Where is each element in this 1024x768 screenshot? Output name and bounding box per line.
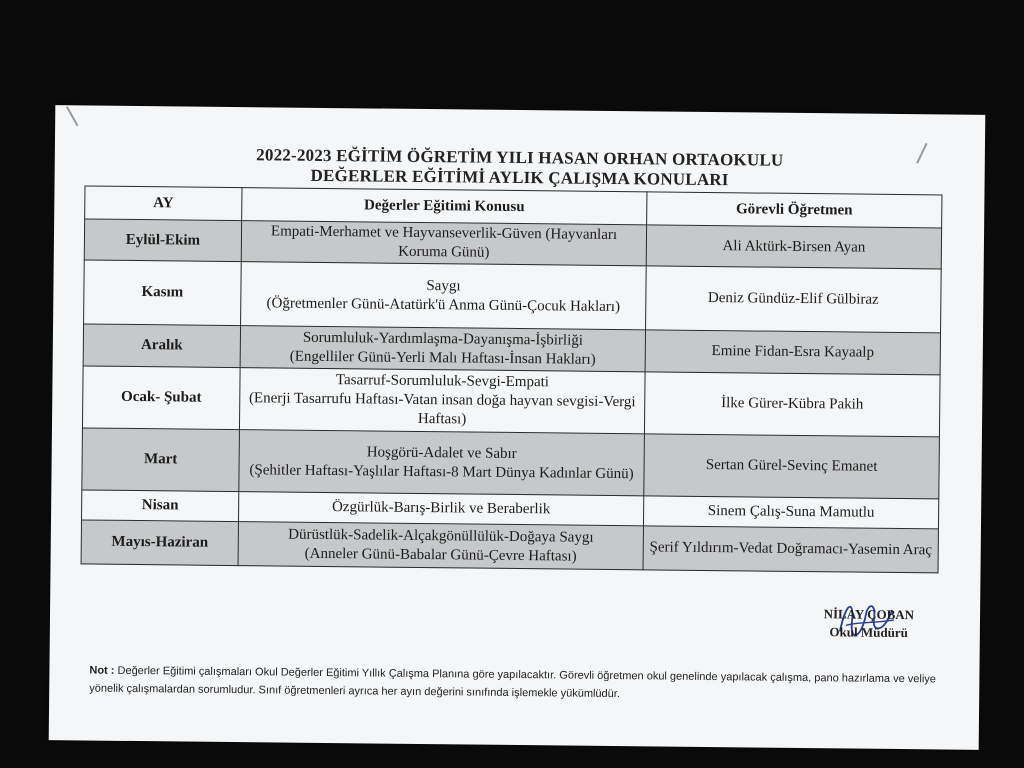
row-month: Eylül-Ekim [84,219,241,262]
row-teachers: Sertan Gürel-Sevinç Emanet [644,434,940,499]
row-topic: Saygı (Öğretmenler Günü-Atatürk'ü Anma Günü-Çocuk Hakları) [241,262,647,330]
row-topic: Hoşgörü-Adalet ve Sabır (Şehitler Haftası-Yaşlılar Haftası-8 Mart Dünya Kadınlar Günü) [239,430,645,496]
row-topic: Dürüstlük-Sadelik-Alçakgönüllülük-Doğaya Saygı (Anneler Günü-Babalar Günü-Çevre Haftası) [238,522,643,570]
row-topic: Sorumluluk-Yardımlaşma-Dayanışma-İşbirliği (Engelliler Günü-Yerli Malı Haftası-İnsan Hakları) [240,326,645,372]
header-teachers: Görevli Öğretmen [647,192,942,228]
row-month: Aralık [83,324,240,368]
row-month: Ocak- Şubat [82,366,240,430]
row-topic: Empati-Merhamet ve Hayvanseverlik-Güven (Hayvanları Koruma Günü) [241,221,646,266]
note-text: Değerler Eğitimi çalışmaları Okul Değerler Eğitimi Yıllık Çalışma Planına göre yapılacaktır. Görevli öğretmen okul genelinde yapılacak çalışma, pano hazırlama ve veliye yönelik çalışmalardan sorumludur. Sınıf öğretmenleri ayrıca her ayın değerini sınıfında işlemekle yükümlüdür. [89,664,936,701]
signatory-name: NİLAY ÇOBAN [823,606,915,623]
monthly-topics-table [81,185,943,573]
signatory-title: Okul Müdürü [829,624,908,641]
row-teachers: İlke Gürer-Kübra Pakih [644,372,940,437]
table-row [82,428,940,499]
row-teachers: Emine Fidan-Esra Kayaalp [645,330,940,375]
note-label: Not : [89,664,115,677]
row-month: Kasım [84,260,242,326]
row-teachers: Şerif Yıldırım-Vedat Doğramacı-Yasemin Araç [643,526,938,573]
row-month: Nisan [82,490,239,522]
signature-block [823,605,914,642]
staple-left [66,106,79,126]
table-row [81,520,938,573]
header-month: AY [85,186,242,221]
row-month: Mayıs-Haziran [81,520,238,566]
row-teachers: Sinem Çalış-Suna Mamutlu [643,496,938,529]
table-row [84,260,942,333]
footnote [89,662,949,707]
row-teachers: Deniz Gündüz-Elif Gülbiraz [646,266,942,333]
header-topic: Değerler Eğitimi Konusu [242,188,647,225]
row-topic: Tasarruf-Sorumluluk-Sevgi-Empati (Enerji Tasarrufu Haftası-Vatan insan doğa hayvan sevgisi-Vergi Haftası) [239,368,645,434]
title-line-2: DEĞERLER EĞİTİMİ AYLIK ÇALIŞMA KONULARI [310,165,729,190]
row-teachers: Ali Aktürk-Birsen Ayan [646,225,941,269]
title-line-1: 2022-2023 EĞİTİM ÖĞRETİM YILI HASAN ORHAN ORTAOKULU [256,145,784,170]
paper-sheet [49,105,986,750]
row-topic: Özgürlük-Barış-Birlik ve Beraberlik [238,492,643,526]
table-row [82,366,940,437]
row-month: Mart [82,428,240,492]
